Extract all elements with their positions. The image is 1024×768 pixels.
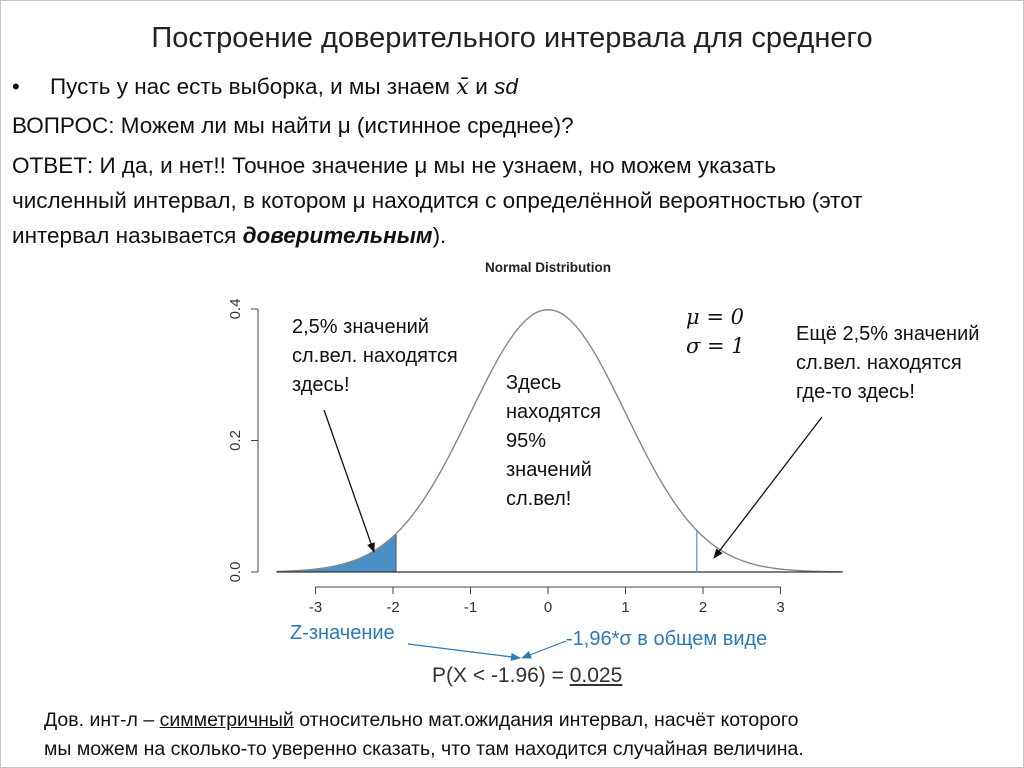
- answer-line-2: численный интервал, в котором μ находится с определённой вероятностью (этот: [12, 188, 863, 213]
- slide-title: Построение доверительного интервала для среднего: [151, 22, 873, 54]
- probability-formula: [432, 664, 622, 688]
- x-tick-label: 0: [543, 599, 553, 616]
- y-tick-label: 0.2: [227, 430, 244, 451]
- answer-line-1: ОТВЕТ: И да, и нет!! Точное значение μ мы не узнаем, но можем указать: [12, 153, 777, 178]
- footer-line-1: [44, 706, 804, 735]
- z-value-label: Z-значение: [290, 622, 395, 644]
- param-mu: μ = 0: [686, 305, 744, 329]
- center-line: 95%: [506, 430, 547, 452]
- left-tail-line: здесь!: [292, 374, 350, 396]
- right-tail-line: Ещё 2,5% значений: [796, 323, 980, 345]
- right-tail-arrow: [714, 417, 822, 558]
- left-tail-line: сл.вел. находятся: [292, 345, 458, 367]
- probability-value: 0.025: [569, 664, 623, 687]
- center-line: сл.вел!: [506, 488, 572, 510]
- right-tail-line: где-то здесь!: [796, 381, 915, 403]
- left-tail-line: 2,5% значений: [292, 316, 429, 338]
- center-line: значений: [506, 459, 592, 481]
- chart-title: Normal Distribution: [484, 260, 612, 275]
- distribution-params: [686, 303, 745, 361]
- y-tick-label: 0.0: [227, 561, 244, 583]
- bullet-text-mid: и: [468, 74, 495, 99]
- footer-line-1-after: относительно мат.ожидания интервал, насчёт которого: [293, 709, 799, 731]
- center-annotation: [506, 369, 601, 514]
- param-sigma: σ = 1: [686, 334, 745, 358]
- x-tick-label: 1: [621, 599, 630, 616]
- center-line: находятся: [506, 401, 601, 423]
- general-form-arrow: [522, 641, 566, 658]
- right-tail-annotation: [796, 320, 979, 407]
- question-line: ВОПРОС: Можем ли мы найти μ (истинное среднее)?: [12, 113, 574, 138]
- answer-line-3-before: интервал называется: [12, 223, 243, 248]
- xbar-symbol: x̄: [456, 74, 469, 100]
- x-tick-label: -2: [386, 599, 400, 616]
- x-tick-label: 3: [776, 599, 785, 616]
- sd-symbol: sd: [494, 74, 518, 99]
- left-tail-arrow: [324, 410, 374, 552]
- footer-definition: [44, 706, 804, 764]
- left-tail-annotation: [292, 313, 458, 400]
- center-line: Здесь: [506, 372, 562, 394]
- bullet-text-before: Пусть у нас есть выборка, и мы знаем: [50, 74, 457, 99]
- general-form-label: -1,96*σ в общем виде: [566, 628, 768, 650]
- bullet-dot: •: [12, 74, 20, 99]
- footer-underlined-term: симметричный: [159, 709, 294, 731]
- y-tick-label: 0.4: [227, 298, 244, 320]
- footer-line-1-before: Дов. инт-л –: [44, 709, 160, 731]
- answer-line-3-after: ).: [432, 223, 447, 248]
- answer-bold-term: доверительным: [242, 223, 433, 248]
- x-tick-label: 2: [698, 599, 708, 616]
- x-tick-label: -1: [463, 599, 478, 616]
- z-value-arrow: [408, 644, 520, 658]
- footer-line-2: мы можем на сколько-то уверенно сказать, что там находится случайная величина.: [44, 738, 804, 760]
- x-tick-label: -3: [308, 599, 323, 616]
- probability-prefix: P(X < -1.96) =: [432, 664, 570, 687]
- right-tail-line: сл.вел. находятся: [796, 352, 962, 374]
